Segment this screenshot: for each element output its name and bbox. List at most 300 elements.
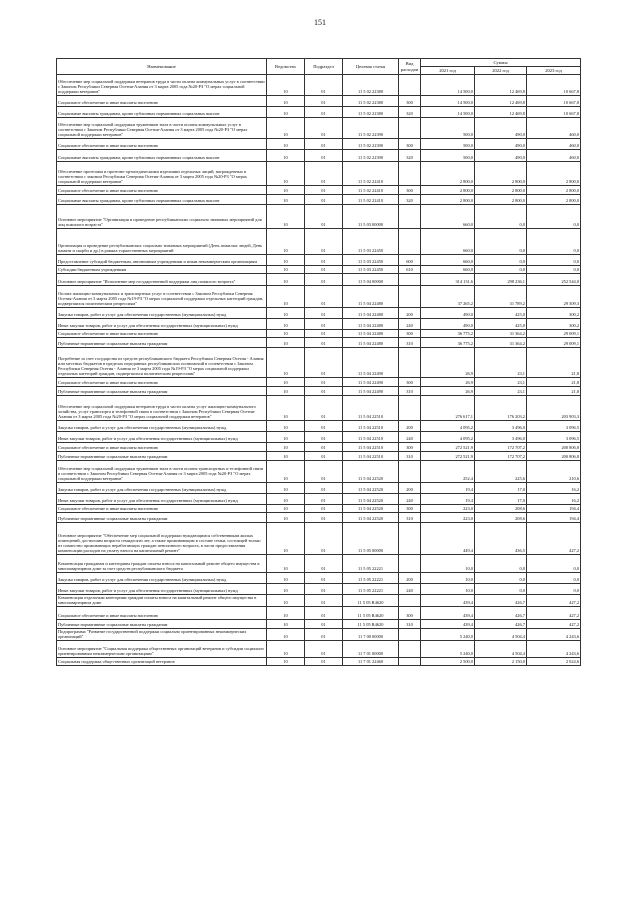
cell-2022: 208,6 (475, 513, 527, 523)
cell-section: 01 (305, 308, 343, 319)
cell-name: Обеспечение протезами и протезно-ортопедическими изделиями отдельных лиций, награжденных в соответствии с законом Республики Северная Осетия-Алания от 3 марта 2005 года №20-РЗ "О мерах социальной поддержки ветеранов" (57, 162, 267, 186)
cell-2021: 500,0 (421, 118, 475, 139)
cell-2021: 223,0 (421, 513, 475, 523)
cell-2021: 439,4 (421, 620, 475, 629)
cell-target: 11 5 02 22380 (343, 75, 399, 96)
cell-expense (399, 658, 421, 666)
cell-target: 11 5 04 22520 (343, 505, 399, 513)
cell-name: Иные закупки товаров, работ и услуг для обеспечения государственных (муниципальных) нужд (57, 584, 267, 595)
cell-section: 01 (305, 523, 343, 555)
cell-2023: 427,2 (527, 595, 581, 607)
cell-ministry: 10 (267, 266, 305, 274)
cell-section: 01 (305, 75, 343, 96)
cell-target: 11 5 04 22490 (343, 378, 399, 387)
cell-section: 01 (305, 330, 343, 338)
cell-expense: 310 (399, 513, 421, 523)
cell-2022: 490,0 (475, 150, 527, 162)
cell-ministry: 10 (267, 319, 305, 330)
cell-2022: 2 800,0 (475, 195, 527, 205)
cell-expense: 200 (399, 483, 421, 494)
cell-expense: 300 (399, 186, 421, 195)
cell-name: Основное мероприятие "Обеспечение мер социальной поддержки нуждающимся собственникам жилых помещений, достигшим возраста семидесяти лет, а также проживающим в составе семьи, состоящей только из совместно проживающих неработающих граждан пенсионного возраста, в части предоставления компенсации расходов на уплату взноса на капитальный ремонт" (57, 523, 267, 555)
cell-section: 01 (305, 584, 343, 595)
cell-ministry: 10 (267, 432, 305, 443)
cell-name: Публичные нормативные социальные выплаты гражданам (57, 452, 267, 461)
cell-expense: 310 (399, 452, 421, 461)
table-row (57, 319, 581, 330)
cell-target: 11 5 04 22520 (343, 461, 399, 483)
cell-2023: 0,0 (527, 573, 581, 584)
cell-name: Подпрограмма "Развитие государственной поддержки социально ориентированных некоммерческих организаций" (57, 629, 267, 641)
cell-ministry: 10 (267, 274, 305, 286)
cell-name: Обеспечение мер социальной поддержки тружеников тыла в части оплаты транспортных и телефонной связи в соответствии с Законом Республики Северная Осетия-Алания от 3 марта 2005 года №20-РЗ "О мерах социальной поддержки ветеранов" (57, 461, 267, 483)
cell-2022: 426,7 (475, 620, 527, 629)
cell-ministry: 10 (267, 443, 305, 452)
cell-section: 01 (305, 461, 343, 483)
cell-section: 01 (305, 483, 343, 494)
cell-2022: 4 504,4 (475, 629, 527, 641)
cell-2023: 10 667,8 (527, 107, 581, 118)
cell-2022: 172 707,2 (475, 452, 527, 461)
cell-name: Обеспечение мер социальной поддержки ветеранов труда в части оплаты коммунальных услуг в соответствии с Законом Республики Северная Осетия-Алания от 3 марта 2005 года №20-РЗ "О мерах социальной поддержки ветеранов" (57, 75, 267, 96)
cell-2023: 21,8 (527, 387, 581, 396)
cell-expense: 320 (399, 195, 421, 205)
table-row (57, 584, 581, 595)
cell-section: 01 (305, 139, 343, 150)
cell-2022: 31 789,2 (475, 286, 527, 308)
table-row (57, 505, 581, 513)
cell-name: Закупка товаров, работ и услуг для обеспечения государственных (муниципальных) нужд (57, 421, 267, 432)
header-name: Наименование (57, 59, 267, 75)
cell-expense: 240 (399, 432, 421, 443)
cell-ministry: 10 (267, 118, 305, 139)
cell-expense: 600 (399, 255, 421, 266)
page-number: 151 (314, 18, 326, 27)
cell-section: 01 (305, 286, 343, 308)
cell-ministry: 10 (267, 107, 305, 118)
cell-2022: 426,7 (475, 607, 527, 620)
cell-target: 11 5 05 22221 (343, 584, 399, 595)
cell-ministry: 10 (267, 378, 305, 387)
cell-target: 11 5 04 22510 (343, 443, 399, 452)
cell-2022: 0,0 (475, 229, 527, 255)
cell-target: 11 5 04 22480 (343, 338, 399, 348)
cell-2023: 0,0 (527, 555, 581, 573)
cell-ministry: 10 (267, 348, 305, 378)
cell-section: 01 (305, 118, 343, 139)
cell-section: 01 (305, 513, 343, 523)
cell-2022: 31 364,2 (475, 338, 527, 348)
table-row (57, 387, 581, 396)
cell-2021: 2 800,0 (421, 195, 475, 205)
cell-target: 11 5 04 22490 (343, 387, 399, 396)
table-row (57, 107, 581, 118)
cell-name: Закупка товаров, работ и услуг для обеспечения государственных (муниципальных) нужд (57, 308, 267, 319)
cell-2023: 21,8 (527, 348, 581, 378)
cell-2023: 252 544,0 (527, 274, 581, 286)
cell-expense (399, 595, 421, 607)
cell-expense: 610 (399, 266, 421, 274)
cell-name: Публичные нормативные социальные выплаты гражданам (57, 513, 267, 523)
cell-target: 11 5 04 22510 (343, 432, 399, 443)
cell-2023: 460,0 (527, 139, 581, 150)
cell-name: Иные закупки товаров, работ и услуг для обеспечения государственных (муниципальных) нужд (57, 494, 267, 505)
cell-ministry: 10 (267, 255, 305, 266)
cell-expense: 300 (399, 96, 421, 107)
cell-ministry: 10 (267, 387, 305, 396)
cell-2021: 10,0 (421, 584, 475, 595)
cell-2021: 449,4 (421, 523, 475, 555)
cell-target: 11 5 02 22390 (343, 139, 399, 150)
cell-section: 01 (305, 186, 343, 195)
cell-2022: 208,6 (475, 505, 527, 513)
cell-2023: 0,0 (527, 255, 581, 266)
cell-2021: 660,0 (421, 205, 475, 229)
cell-2023: 29 009,1 (527, 330, 581, 338)
cell-2022: 4 504,4 (475, 641, 527, 658)
header-year-2023: 2023 год (527, 67, 581, 75)
table-row (57, 513, 581, 523)
cell-2022: 425,0 (475, 308, 527, 319)
cell-2021: 19,4 (421, 483, 475, 494)
cell-2021: 10,0 (421, 555, 475, 573)
cell-target: 11 5 04 22480 (343, 330, 399, 338)
cell-name: Социальное обеспечение и иные выплаты населению (57, 96, 267, 107)
cell-ministry: 10 (267, 523, 305, 555)
cell-2022: 2 800,0 (475, 162, 527, 186)
budget-table (56, 58, 581, 666)
table-row (57, 162, 581, 186)
cell-expense (399, 555, 421, 573)
cell-expense: 300 (399, 505, 421, 513)
cell-ministry: 10 (267, 513, 305, 523)
cell-section: 01 (305, 107, 343, 118)
table-row (57, 620, 581, 629)
cell-target: 11 5 04 22510 (343, 421, 399, 432)
cell-2022: 490,0 (475, 118, 527, 139)
cell-section: 01 (305, 573, 343, 584)
cell-2022: 172 707,2 (475, 443, 527, 452)
cell-ministry: 10 (267, 595, 305, 607)
cell-ministry: 10 (267, 162, 305, 186)
cell-name: Социальное обеспечение и иные выплаты населению (57, 186, 267, 195)
cell-name: Социальное обеспечение и иные выплаты населению (57, 443, 267, 452)
cell-section: 01 (305, 319, 343, 330)
cell-name: Социальные выплаты гражданам, кроме публичных нормативных социальных выплат (57, 107, 267, 118)
cell-ministry: 10 (267, 150, 305, 162)
header-year-2022: 2022 год (475, 67, 527, 75)
cell-ministry: 10 (267, 421, 305, 432)
cell-ministry: 10 (267, 330, 305, 338)
cell-expense (399, 396, 421, 421)
cell-2023: 427,2 (527, 607, 581, 620)
cell-target: 11 5 05 22221 (343, 573, 399, 584)
cell-target: 11 5 03 00000 (343, 205, 399, 229)
cell-2023: 200 806,8 (527, 452, 581, 461)
cell-expense: 310 (399, 620, 421, 629)
table-row (57, 629, 581, 641)
table-row (57, 555, 581, 573)
cell-name: Иные закупки товаров, работ и услуг для обеспечения государственных (муниципальных) нужд (57, 432, 267, 443)
cell-2022: 0,0 (475, 205, 527, 229)
cell-expense (399, 274, 421, 286)
cell-expense: 300 (399, 139, 421, 150)
cell-target: 11 5 03 22450 (343, 229, 399, 255)
cell-2023: 194,4 (527, 505, 581, 513)
cell-expense: 310 (399, 338, 421, 348)
cell-expense: 200 (399, 421, 421, 432)
cell-expense (399, 118, 421, 139)
cell-target: 11 5 04 22480 (343, 286, 399, 308)
cell-2021: 314 131,6 (421, 274, 475, 286)
cell-2023: 10 667,8 (527, 75, 581, 96)
cell-2023: 300,2 (527, 308, 581, 319)
header-section: Подраздел (305, 59, 343, 75)
table-row (57, 229, 581, 255)
cell-name: Погребение за счет государства из средств республиканского бюджета Республики Северная Осетия - Алания или местных бюджетов в пределах переданных республиканских полномочий в соответствии с Законом Республики Северная Осетия - Алания от 3 марта 2005 года №19-РЗ "О мерах социальной поддержки отдельных категорий граждан, подвергшихся политическим репрессиям" (57, 348, 267, 378)
cell-target: 11 5 02 22390 (343, 118, 399, 139)
cell-section: 01 (305, 338, 343, 348)
cell-2021: 14 500,0 (421, 96, 475, 107)
table-row (57, 432, 581, 443)
table-row (57, 118, 581, 139)
cell-section: 01 (305, 607, 343, 620)
cell-2021: 26,9 (421, 387, 475, 396)
cell-2021: 272 521,9 (421, 452, 475, 461)
cell-section: 01 (305, 229, 343, 255)
cell-name: Социальное обеспечение и иные выплаты населению (57, 607, 267, 620)
cell-2023: 4 243,6 (527, 629, 581, 641)
cell-target: 11 5 04 22490 (343, 348, 399, 378)
cell-expense: 320 (399, 107, 421, 118)
cell-target: 11 5 04 22510 (343, 396, 399, 421)
cell-ministry: 10 (267, 607, 305, 620)
cell-2023: 0,0 (527, 584, 581, 595)
cell-ministry: 10 (267, 96, 305, 107)
cell-expense (399, 162, 421, 186)
cell-2021: 660,0 (421, 229, 475, 255)
cell-2023: 427,2 (527, 523, 581, 555)
cell-expense: 300 (399, 607, 421, 620)
cell-section: 01 (305, 396, 343, 421)
cell-section: 01 (305, 255, 343, 266)
cell-expense (399, 629, 421, 641)
header-expense: Вид расходов (399, 59, 421, 75)
cell-target: 11 7 01 00000 (343, 641, 399, 658)
cell-2021: 37 265,2 (421, 286, 475, 308)
cell-expense: 200 (399, 308, 421, 319)
cell-target: 11 5 02 22390 (343, 150, 399, 162)
cell-2022: 17,0 (475, 494, 527, 505)
cell-2023: 2 800,0 (527, 186, 581, 195)
table-row (57, 658, 581, 666)
cell-ministry: 10 (267, 584, 305, 595)
table-row (57, 452, 581, 461)
cell-ministry: 10 (267, 494, 305, 505)
cell-target: 11 5 04 22520 (343, 494, 399, 505)
cell-2021: 5 240,0 (421, 641, 475, 658)
cell-target: 11 5 02 22410 (343, 195, 399, 205)
cell-name: Публичные нормативные социальные выплаты гражданам (57, 620, 267, 629)
cell-2023: 16,2 (527, 494, 581, 505)
cell-name: Основное мероприятие "Исполнение мер государственной поддержки лиц пожилого возраста" (57, 274, 267, 286)
cell-2021: 439,4 (421, 607, 475, 620)
cell-2023: 3 096,5 (527, 421, 581, 432)
cell-target: 11 5 04 00000 (343, 274, 399, 286)
table-row (57, 595, 581, 607)
cell-name: Основное мероприятие "Организация и проведение республиканских социально значимых мероприятий для лиц пожилого возраста" (57, 205, 267, 229)
table-row (57, 483, 581, 494)
cell-2022: 426,7 (475, 595, 527, 607)
cell-name: Закупка товаров, работ и услуг для обеспечения государственных (муниципальных) нужд (57, 573, 267, 584)
cell-2021: 4 095,2 (421, 432, 475, 443)
table-row (57, 96, 581, 107)
cell-name: Предоставление субсидий бюджетным, автономным учреждениям и иным некоммерческим организациям (57, 255, 267, 266)
header-sums: Суммы (421, 59, 581, 67)
cell-target: 11 5 04 22520 (343, 483, 399, 494)
cell-ministry: 10 (267, 308, 305, 319)
table-row (57, 338, 581, 348)
cell-section: 01 (305, 274, 343, 286)
cell-2023: 3 096,5 (527, 432, 581, 443)
cell-2021: 660,0 (421, 266, 475, 274)
table-row (57, 75, 581, 96)
header-year-2021: 2021 год (421, 67, 475, 75)
cell-2023: 300,2 (527, 319, 581, 330)
cell-name: Социальное обеспечение и иные выплаты населению (57, 378, 267, 387)
cell-target: 11 5 02 22380 (343, 107, 399, 118)
cell-target: 11 7 00 00000 (343, 629, 399, 641)
table-row (57, 139, 581, 150)
table-row (57, 421, 581, 432)
cell-2022: 0,0 (475, 255, 527, 266)
cell-2022: 3 496,0 (475, 432, 527, 443)
cell-name: Основное мероприятие "Социальная поддержка общественных организаций ветеранов и субсидии социально ориентированным некоммерческим организациям" (57, 641, 267, 658)
cell-expense: 310 (399, 387, 421, 396)
cell-name: Оплата жилищно-коммунальных и транспортных услуг в соответствии с Законом Республики Северная Осетия-Алания от 3 марта 2005 года №19-РЗ "О мерах социальной поддержки отдельных категорий граждан, подвергшихся политическим репрессиям" (57, 286, 267, 308)
cell-2022: 2 800,0 (475, 186, 527, 195)
cell-2021: 26,9 (421, 378, 475, 387)
cell-ministry: 10 (267, 75, 305, 96)
cell-ministry: 10 (267, 229, 305, 255)
cell-2021: 2 500,0 (421, 658, 475, 666)
cell-2022: 17,0 (475, 483, 527, 494)
cell-name: Закупка товаров, работ и услуг для обеспечения государственных (муниципальных) нужд (57, 483, 267, 494)
cell-2023: 460,0 (527, 118, 581, 139)
header-ministry: Ведомство (267, 59, 305, 75)
cell-name: Социальное обеспечение и иные выплаты населению (57, 139, 267, 150)
cell-ministry: 10 (267, 452, 305, 461)
table-body (57, 75, 581, 666)
table-row (57, 461, 581, 483)
cell-name: Иные закупки товаров, работ и услуг для обеспечения государственных (муниципальных) нужд (57, 319, 267, 330)
table-row (57, 494, 581, 505)
cell-2021: 500,0 (421, 139, 475, 150)
cell-name: Социальная поддержка общественных организаций ветеранов (57, 658, 267, 666)
cell-section: 01 (305, 452, 343, 461)
cell-2021: 660,0 (421, 255, 475, 266)
cell-section: 01 (305, 162, 343, 186)
cell-target: 11 5 02 22410 (343, 162, 399, 186)
cell-section: 01 (305, 378, 343, 387)
cell-target: 11 5 04 22520 (343, 513, 399, 523)
cell-ministry: 10 (267, 186, 305, 195)
cell-ministry: 10 (267, 461, 305, 483)
cell-2023: 29 309,3 (527, 286, 581, 308)
cell-section: 01 (305, 658, 343, 666)
cell-2023: 21,8 (527, 378, 581, 387)
cell-expense (399, 205, 421, 229)
cell-section: 01 (305, 421, 343, 432)
cell-ministry: 10 (267, 573, 305, 584)
cell-section: 01 (305, 205, 343, 229)
cell-expense (399, 348, 421, 378)
cell-section: 01 (305, 620, 343, 629)
cell-target: 11 5 02 22380 (343, 96, 399, 107)
cell-section: 01 (305, 505, 343, 513)
table-row (57, 205, 581, 229)
cell-expense (399, 286, 421, 308)
cell-expense: 300 (399, 378, 421, 387)
cell-ministry: 10 (267, 139, 305, 150)
cell-name: Обеспечение мер социальной поддержки ветеранов труда в части оплаты услуг жилищно-коммунального хозяйства, услуг транспорта и телефонной связи в соответствии с Законом Республики Северная Осетия-Алания от 3 марта 2005 года №20-РЗ "О мерах социальной поддержки ветеранов" (57, 396, 267, 421)
cell-ministry: 10 (267, 658, 305, 666)
table-row (57, 308, 581, 319)
table-row (57, 443, 581, 452)
cell-2023: 2 800,0 (527, 162, 581, 186)
cell-expense (399, 75, 421, 96)
cell-2021: 490,0 (421, 319, 475, 330)
table-row (57, 523, 581, 555)
cell-2023: 194,4 (527, 513, 581, 523)
cell-2022: 23,1 (475, 378, 527, 387)
table-row (57, 641, 581, 658)
table-row (57, 195, 581, 205)
table-row (57, 396, 581, 421)
cell-2022: 225,6 (475, 461, 527, 483)
cell-name: Компенсация отдельным категориям граждан оплаты взноса на капитальный ремонт общего имущества в многоквартирном доме (57, 595, 267, 607)
cell-target: 11 5 04 22480 (343, 308, 399, 319)
table-row (57, 255, 581, 266)
cell-expense (399, 461, 421, 483)
cell-2022: 12 469,8 (475, 107, 527, 118)
table-row (57, 150, 581, 162)
table-row (57, 348, 581, 378)
cell-2022: 0,0 (475, 573, 527, 584)
cell-name: Социальное обеспечение и иные выплаты населению (57, 330, 267, 338)
cell-expense: 300 (399, 330, 421, 338)
cell-name: Субсидии бюджетным учреждениям (57, 266, 267, 274)
cell-target: 11 7 01 22460 (343, 658, 399, 666)
cell-2022: 436,5 (475, 523, 527, 555)
cell-target: 11 5 02 22410 (343, 186, 399, 195)
cell-2022: 31 364,2 (475, 330, 527, 338)
cell-2022: 2 150,0 (475, 658, 527, 666)
cell-ministry: 10 (267, 483, 305, 494)
cell-expense (399, 523, 421, 555)
cell-2021: 19,4 (421, 494, 475, 505)
cell-2021: 10,0 (421, 573, 475, 584)
cell-ministry: 10 (267, 555, 305, 573)
cell-section: 01 (305, 96, 343, 107)
cell-2023: 200 806,8 (527, 443, 581, 452)
cell-section: 01 (305, 443, 343, 452)
cell-2021: 26,9 (421, 348, 475, 378)
cell-ministry: 10 (267, 205, 305, 229)
cell-expense (399, 641, 421, 658)
table-row (57, 330, 581, 338)
cell-2022: 0,0 (475, 266, 527, 274)
